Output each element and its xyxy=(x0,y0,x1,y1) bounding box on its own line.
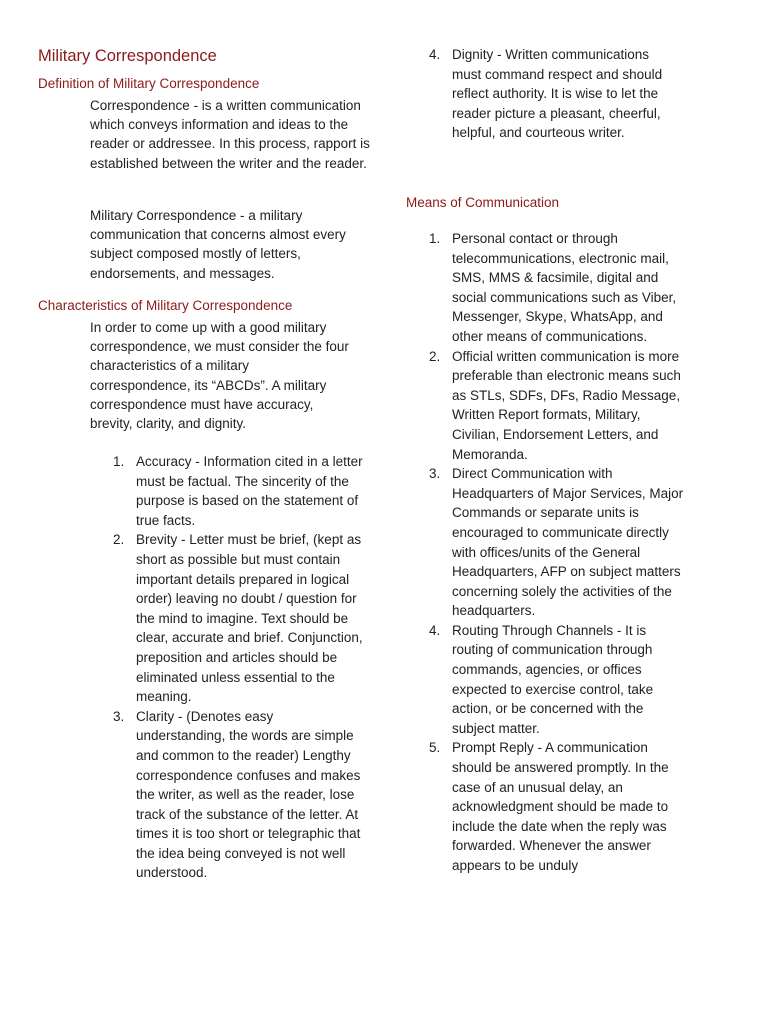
document-title: Military Correspondence xyxy=(38,47,217,65)
list-item xyxy=(429,464,684,621)
list-item-text: Brevity - Letter must be brief, (kept as short as possible but must contain important details prepared in logical order) leaving no doubt / question for the mind to imagine. Text should be clear, accurate and brief. Conjunction, preposition and articles should be eliminated unless essential to the meaning. xyxy=(136,532,363,705)
list-item-number: 3. xyxy=(429,466,441,482)
list-item-text: Official written communication is more preferable than electronic means such as STLs, SDFs, DFs, Radio Message, Written Report formats, Military, Civilian, Endorsement Letters, and Memoranda. xyxy=(452,348,681,462)
characteristics-list-continued xyxy=(429,45,682,143)
list-item-number: 4. xyxy=(429,47,441,62)
list-item-number: 1. xyxy=(113,454,125,469)
means-heading: Means of Communication xyxy=(406,195,560,210)
characteristics-intro: In order to come up with a good military correspondence, we must consider the four characteristics of a military correspondence, its “ABCDs”. A military correspondence must have accuracy, brevity, clarity, and dignity. xyxy=(90,320,349,432)
list-item-text: Accuracy - Information cited in a letter must be factual. The sincerity of the purpose is based on the statement of true facts. xyxy=(136,454,363,528)
means-list xyxy=(429,229,684,876)
list-item-text: Prompt Reply - A communication should be answered promptly. In the case of an unusual delay, an acknowledgment should be made to include the date when the reply was forwarded. Whenever the answer appears to be unduly xyxy=(452,740,669,873)
characteristics-list xyxy=(113,452,364,883)
list-item-text: Dignity - Written communications must command respect and should reflect authority. It is wise to let the reader picture a pleasant, cheerful, helpful, and courteous writer. xyxy=(452,47,663,141)
definition-paragraph-military: Military Correspondence - a military communication that concerns almost every subject composed mostly of letters, endorsements, and messages. xyxy=(90,208,346,281)
definition-paragraph-correspondence: Correspondence - is a written communication which conveys information and ideas to the reader or addressee. In this process, rapport is established between the writer and the reader. xyxy=(90,98,370,171)
list-item xyxy=(113,452,364,530)
list-item-number: 4. xyxy=(429,622,441,638)
list-item xyxy=(429,738,684,875)
list-item-number: 5. xyxy=(429,740,441,756)
definition-heading: Definition of Military Correspondence xyxy=(38,76,260,91)
list-item xyxy=(429,347,684,465)
list-item-text: Routing Through Channels - It is routing of communication through commands, agencies, or offices expected to exercise control, take action, or be concerned with the subject matter. xyxy=(452,622,654,736)
list-item xyxy=(429,621,684,739)
list-item xyxy=(429,229,684,347)
list-item xyxy=(429,45,682,143)
list-item-text: Direct Communication with Headquarters of Major Services, Major Commands or separate units is encouraged to communicate directly with offices/units of the General Headquarters, AFP on subject matters concerning solely the activities of the headquarters. xyxy=(452,466,684,619)
list-item xyxy=(113,530,364,706)
list-item-text: Clarity - (Denotes easy understanding, the words are simple and common to the reader) Lengthy correspondence confuses and makes the writer, as well as the reader, lose track of the substance of the letter. At times it is too short or telegraphic that the idea being conveyed is not well understood. xyxy=(136,708,361,881)
list-item-number: 1. xyxy=(429,231,441,246)
list-item-text: Personal contact or through telecommunications, electronic mail, SMS, MMS & facsimile, digital and social communications such as Viber, Messenger, Skype, WhatsApp, and other means of communications. xyxy=(452,231,677,344)
characteristics-heading: Characteristics of Military Correspondence xyxy=(38,298,293,313)
list-item-number: 2. xyxy=(429,348,441,364)
list-item-number: 2. xyxy=(113,532,125,548)
list-item-number: 3. xyxy=(113,708,125,724)
list-item xyxy=(113,707,364,883)
